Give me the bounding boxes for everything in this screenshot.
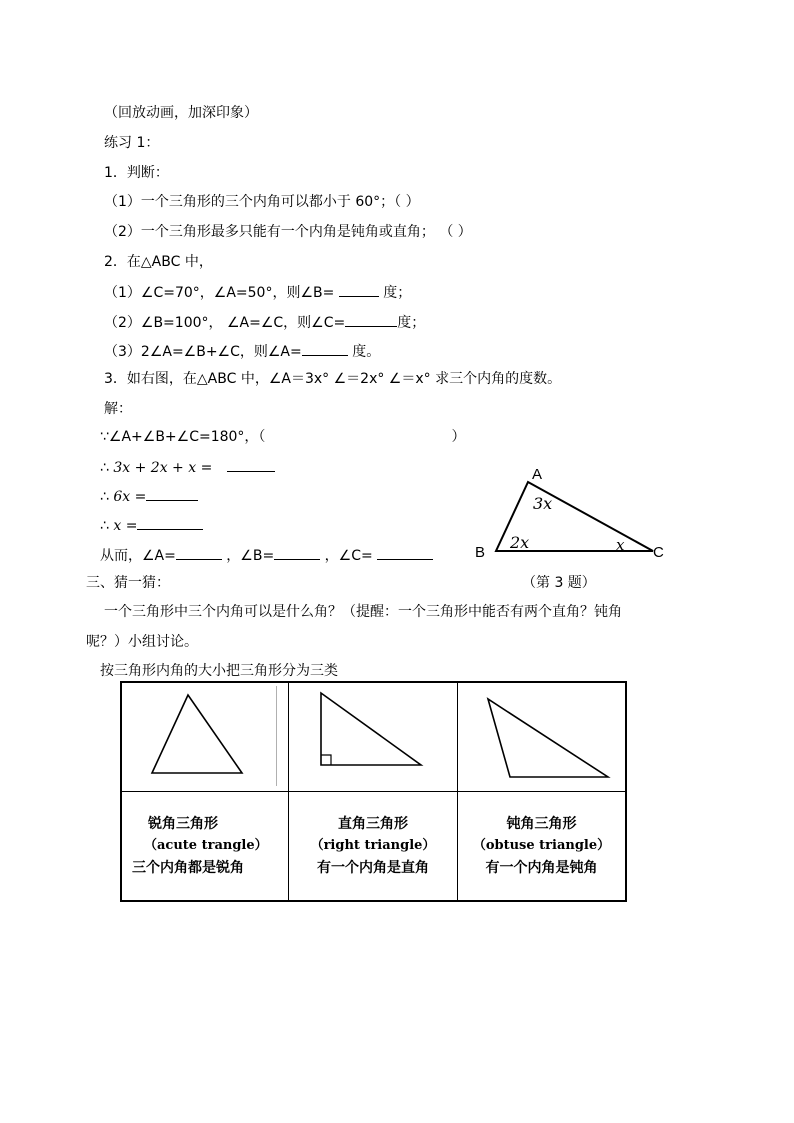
obtuse-english: （obtuse triangle） — [472, 838, 611, 853]
acute-triangle-shape — [122, 683, 288, 791]
figure-caption: （第 3 题） — [522, 575, 596, 591]
answer-blank-a[interactable] — [302, 341, 348, 356]
equation-sum: 3x + 2x + x = — [113, 460, 213, 476]
solution-step-1-close: ） — [451, 429, 466, 445]
answer-blank-b[interactable] — [339, 282, 379, 297]
table-row-labels — [121, 792, 626, 902]
question-1-1: （1）一个三角形的三个内角可以都小于 60°；（ ） — [104, 194, 420, 210]
right-description: 有一个内角是直角 — [317, 860, 429, 876]
replay-note: （回放动画，加深印象） — [104, 105, 258, 121]
acute-triangle-cell — [121, 682, 289, 792]
question-2-3-text: （3）2∠A=∠B+∠C，则∠A= — [104, 344, 302, 360]
right-angle-marker-icon — [321, 755, 331, 765]
solution-step-5 — [100, 545, 433, 565]
question-3: 3．如右图，在△ABC 中，∠A＝3x° ∠＝2x° ∠＝x° 求三个内角的度数。 — [104, 371, 562, 387]
answer-blank-sum[interactable] — [227, 457, 275, 472]
obtuse-name: 钝角三角形 — [506, 816, 577, 832]
question-2-3-unit: 度。 — [347, 344, 381, 360]
solution-step-1 — [100, 428, 465, 446]
solution-step-4 — [100, 515, 203, 535]
solution-step-2 — [100, 457, 275, 477]
equation-x: x = — [113, 518, 138, 534]
solution-step-1-text: ∵∠A+∠B+∠C=180°，（ — [100, 429, 266, 445]
angle-a-label: 3x — [533, 494, 553, 513]
answer-blank-angle-c[interactable] — [377, 545, 433, 560]
triangle-classification-table — [120, 681, 627, 902]
acute-english: （acute trangle） — [144, 838, 268, 853]
exercise-heading: 练习 1： — [104, 135, 160, 151]
acute-label-cell — [121, 792, 289, 902]
result-a-label: 从而，∠A= — [100, 548, 176, 564]
question-1-2: （2）一个三角形最多只能有一个内角是钝角或直角； （ ） — [104, 224, 472, 240]
therefore-symbol: ∴ — [100, 460, 114, 476]
guess-question-line-1: 一个三角形中三个内角可以是什么角？（提醒：一个三角形中能否有两个直角？钝角 — [104, 604, 622, 620]
classification-intro: 按三角形内角的大小把三角形分为三类 — [100, 663, 338, 679]
result-c-label: ，∠C= — [320, 548, 378, 564]
right-english: （right triangle） — [310, 838, 436, 853]
answer-blank-c[interactable] — [345, 312, 397, 327]
triangle-abc-figure — [470, 460, 680, 570]
obtuse-triangle-cell — [458, 682, 627, 792]
question-1: 1．判断： — [104, 165, 169, 181]
right-name: 直角三角形 — [338, 816, 408, 832]
right-triangle-shape — [289, 683, 457, 791]
question-2-1-text: （1）∠C=70°，∠A=50°，则∠B= — [104, 285, 339, 301]
question-2-2-text: （2）∠B=100°， ∠A=∠C，则∠C= — [104, 315, 346, 331]
guess-question-line-2: 呢？）小组讨论。 — [86, 634, 198, 650]
right-label-cell — [289, 792, 458, 902]
question-2-2 — [104, 312, 425, 332]
obtuse-triangle-shape — [458, 683, 625, 791]
therefore-symbol: ∴ — [100, 518, 114, 534]
cell-separator-line — [276, 686, 277, 786]
solution-step-3 — [100, 486, 198, 506]
acute-description: 三个内角都是锐角 — [132, 860, 244, 876]
question-2-1 — [104, 282, 411, 302]
acute-name: 锐角三角形 — [148, 816, 218, 832]
angle-b-label: 2x — [510, 533, 530, 552]
vertex-b-label: B — [475, 544, 486, 561]
obtuse-description: 有一个内角是钝角 — [485, 860, 598, 876]
section-3-heading: 三、猜一猜： — [86, 575, 170, 591]
right-triangle-cell — [289, 682, 458, 792]
solution-heading: 解： — [104, 401, 132, 417]
vertex-a-label: A — [532, 466, 543, 483]
vertex-c-label: C — [653, 544, 664, 561]
equation-6x: 6x = — [113, 489, 147, 505]
therefore-symbol: ∴ — [100, 489, 114, 505]
answer-blank-x[interactable] — [137, 515, 203, 530]
table-row-shapes — [121, 682, 626, 792]
answer-blank-angle-b[interactable] — [274, 545, 320, 560]
question-2-1-unit: 度； — [378, 285, 412, 301]
question-2-3 — [104, 341, 380, 361]
result-b-label: ，∠B= — [221, 548, 275, 564]
question-2-2-unit: 度； — [397, 315, 426, 331]
angle-c-label: x — [616, 536, 625, 554]
answer-blank-angle-a[interactable] — [176, 545, 222, 560]
question-2: 2．在△ABC 中， — [104, 254, 213, 270]
answer-blank-6x[interactable] — [146, 486, 198, 501]
obtuse-label-cell — [458, 792, 627, 902]
